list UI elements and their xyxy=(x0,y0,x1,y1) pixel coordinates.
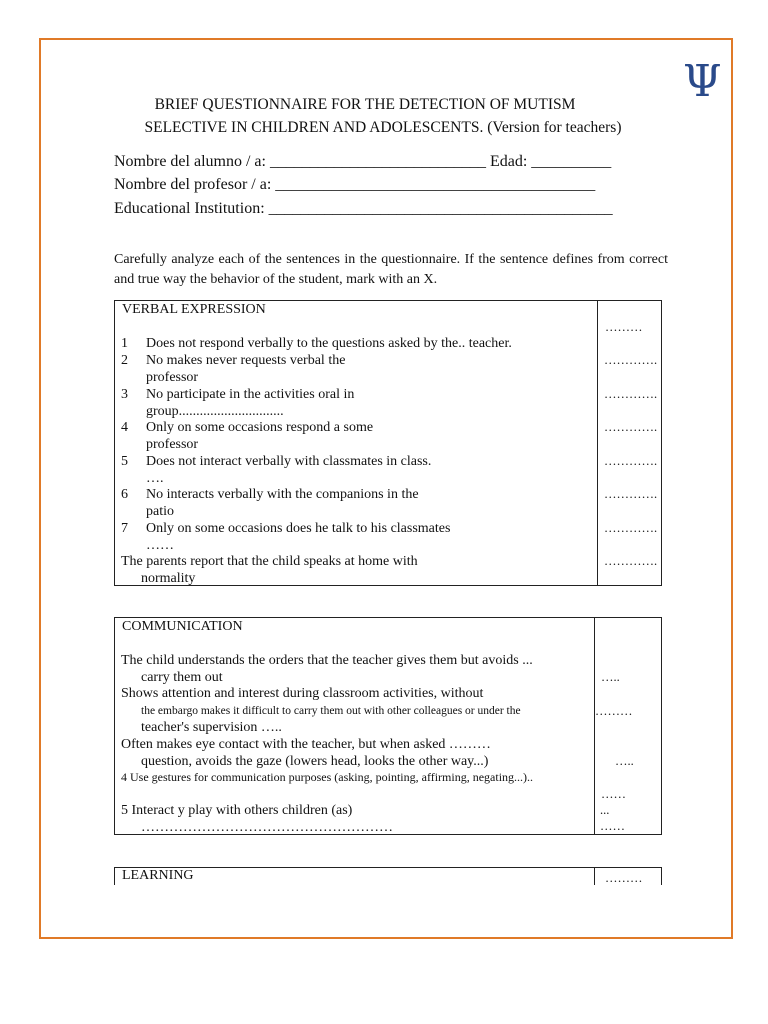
answer-dots: ….. xyxy=(615,754,634,768)
question-row xyxy=(121,453,551,487)
question-row-cont xyxy=(141,719,591,736)
question-text-cont: teacher's supervision ….. xyxy=(141,720,282,735)
question-text: No interacts verbally with the companions in the xyxy=(146,487,419,502)
question-number: 3 xyxy=(121,387,128,402)
question-text-cont: professor xyxy=(146,370,199,385)
answer-dots: …………. xyxy=(604,554,658,568)
question-text: the embargo makes it difficult to carry them out with other colleagues or under the xyxy=(141,705,521,717)
section-heading: COMMUNICATION xyxy=(122,619,243,634)
question-text-cont: …… xyxy=(146,538,174,553)
question-number: 5 xyxy=(121,454,128,469)
question-row xyxy=(121,486,591,520)
question-number: 6 xyxy=(121,487,128,502)
question-text: Only on some occasions respond a some xyxy=(146,420,374,435)
communication-section xyxy=(114,617,662,835)
answer-dots: ... xyxy=(600,803,610,817)
question-text-cont: carry them out xyxy=(141,670,223,685)
question-text-cont: …. xyxy=(146,471,164,486)
question-text-cont: patio xyxy=(146,504,174,519)
answer-dots: ……… xyxy=(605,871,643,885)
question-text: No makes never requests verbal the xyxy=(146,353,346,368)
answer-dots: …………. xyxy=(604,487,658,501)
verbal-expression-section xyxy=(114,300,662,586)
question-number: 1 xyxy=(121,336,128,351)
question-row xyxy=(121,802,589,836)
question-row xyxy=(121,520,601,554)
question-text: 5 Interact y play with others children (as) xyxy=(121,803,353,818)
answer-column-divider xyxy=(594,618,595,834)
question-text: 4 Use gestures for communication purposes (asking, pointing, affirming, negating...).. xyxy=(121,770,534,784)
question-text: Does not respond verbally to the questions asked by the.. teacher. xyxy=(146,336,512,351)
question-text: Only on some occasions does he talk to his classmates xyxy=(146,521,451,536)
question-row xyxy=(121,769,671,786)
question-row xyxy=(121,352,591,386)
question-text-cont: normality xyxy=(141,571,196,586)
question-text-cont: group.............................. xyxy=(146,404,284,419)
section-heading: VERBAL EXPRESSION xyxy=(122,302,266,317)
question-number: 7 xyxy=(121,521,128,536)
title-line-2: SELECTIVE IN CHILDREN AND ADOLESCENTS. (Version for teachers) xyxy=(144,119,622,136)
question-text-cont: question, avoids the gaze (lowers head, looks the other way...) xyxy=(141,754,489,769)
question-row xyxy=(121,386,591,420)
question-row xyxy=(121,419,591,453)
question-text: The parents report that the child speaks at home with xyxy=(121,554,418,569)
question-number: 2 xyxy=(121,353,128,368)
question-number: 4 xyxy=(121,420,128,435)
answer-dots: …………. xyxy=(604,521,658,535)
question-text: No participate in the activities oral in xyxy=(146,387,355,402)
question-row xyxy=(121,736,601,770)
institution-field: Educational Institution: ___________________________________________ xyxy=(114,200,613,217)
question-text-cont: professor xyxy=(146,437,199,452)
question-row xyxy=(121,652,673,686)
answer-dots: …………. xyxy=(604,387,658,401)
question-row xyxy=(141,703,591,720)
teacher-name-field: Nombre del profesor / a: ________________________________________ xyxy=(114,176,596,193)
student-name-field: Nombre del alumno / a: ___________________________ Edad: __________ xyxy=(114,153,612,170)
answer-dots: …………. xyxy=(604,353,658,367)
section-heading: LEARNING xyxy=(122,868,194,883)
question-row xyxy=(121,335,673,352)
question-row xyxy=(121,553,551,587)
psi-logo-icon: Ψ xyxy=(683,56,722,107)
question-row xyxy=(121,685,571,702)
title-line-1: BRIEF QUESTIONNAIRE FOR THE DETECTION OF MUTISM xyxy=(154,96,576,113)
answer-dots: …… xyxy=(600,819,625,833)
answer-column-divider xyxy=(594,868,595,885)
question-text: Does not interact verbally with classmates in class. xyxy=(146,454,432,469)
question-text: The child understands the orders that the teacher gives them but avoids ... xyxy=(121,653,533,668)
question-text-cont: ……………………………………………… xyxy=(141,820,393,835)
instructions-paragraph: Carefully analyze each of the sentences in the questionnaire. If the sentence defines from correct and true way the behavior of the student, mark with an X. xyxy=(114,252,668,287)
answer-dots: …………. xyxy=(604,420,658,434)
question-text: Shows attention and interest during classroom activities, without xyxy=(121,686,484,701)
learning-section xyxy=(114,867,662,885)
answer-dots: ….. xyxy=(601,670,620,684)
answer-dots: ……… xyxy=(595,704,633,718)
answer-dots: …………. xyxy=(604,454,658,468)
answer-dots: ……… xyxy=(605,320,643,334)
question-text: Often makes eye contact with the teacher, but when asked ……… xyxy=(121,737,491,752)
answer-dots: …… xyxy=(601,787,626,801)
